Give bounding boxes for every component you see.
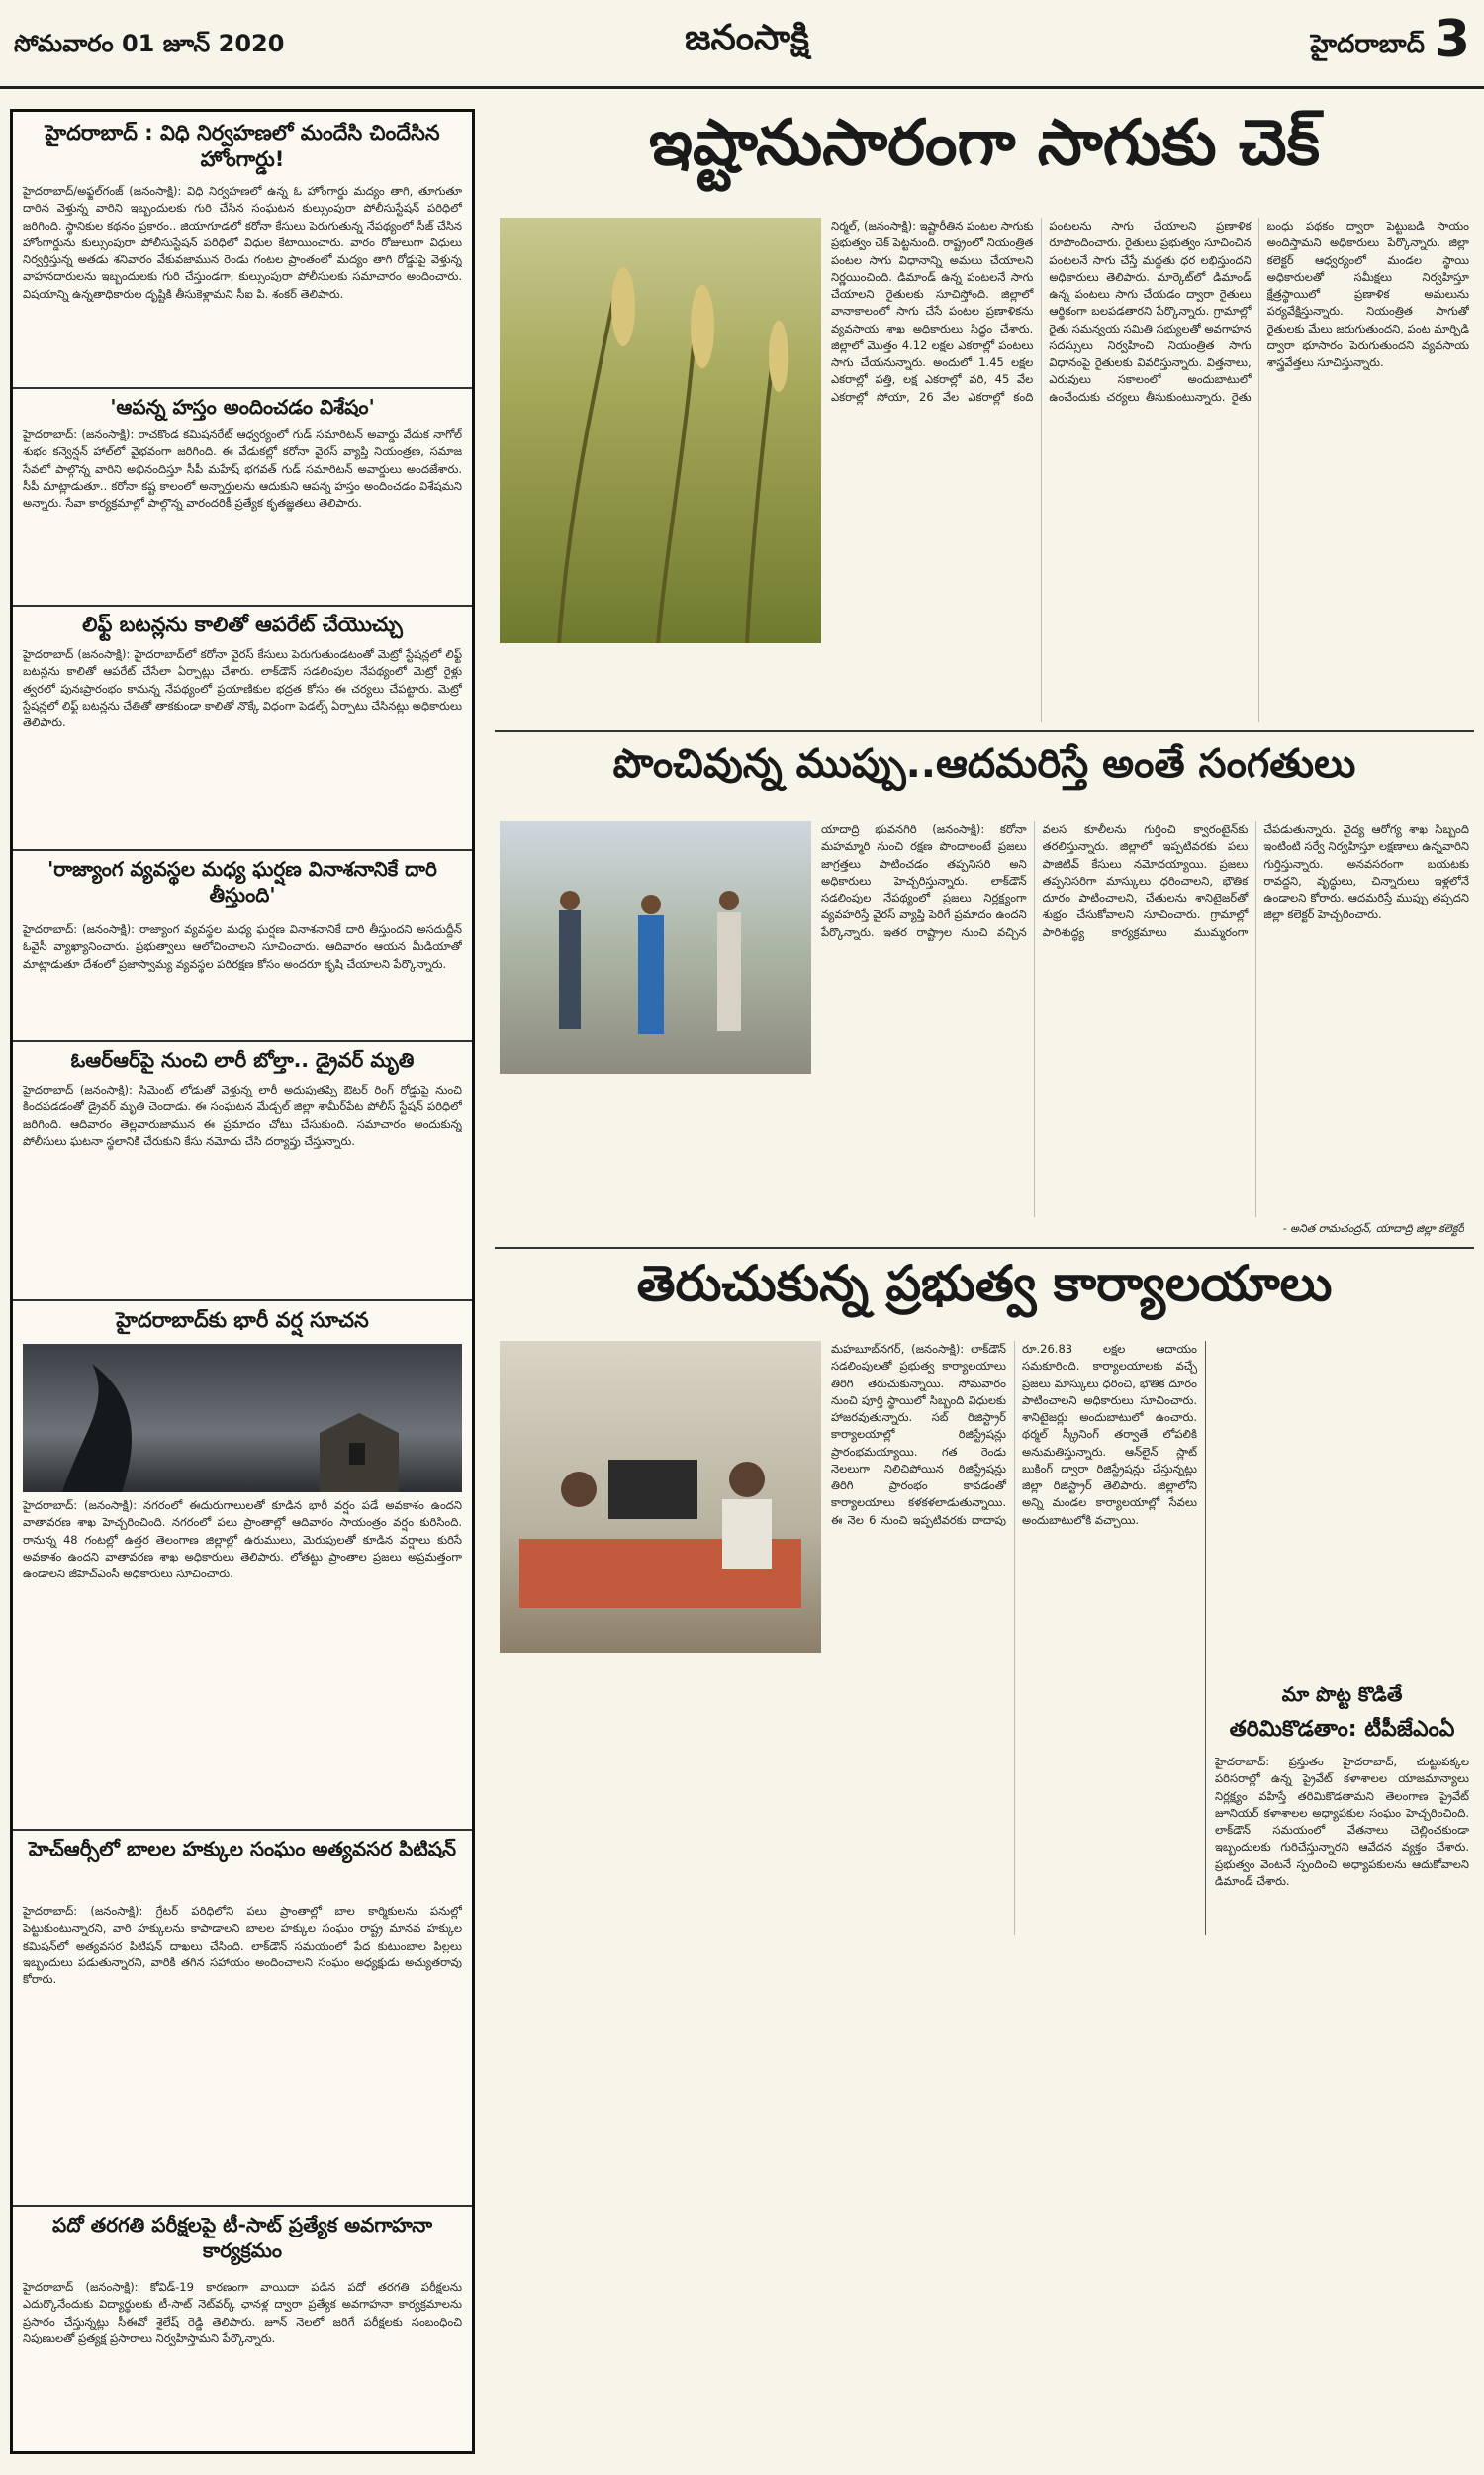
page-number: 3 <box>1434 14 1470 65</box>
paddy-image-icon <box>500 218 821 643</box>
divider <box>13 849 472 851</box>
story7-body: హైదరాబాద్: (జనంసాక్షి): గ్రేటర్ పరిధిలోని పలు ప్రాంతాల్లో బాల కార్మికులను పనుల్లో పెట్టుకుంటున్నారని, వారి హక్కులను కాపాడాలని బాలల హక్కుల సంఘం రాష్ట్ర మానవ హక్కుల కమిషన్‌లో అత్యవసర పిటిషన్ దాఖలు చేసింది. లాక్‌డౌన్ సమయంలో పేద కుటుంబాల పిల్లలు ఇబ్బందులు పడుతున్నారని, వారికి తగిన సహాయం అందించాలని సంఘం అధ్యక్షుడు అచ్యుతరావు కోరారు. <box>23 1904 462 1986</box>
officials-inspection-photo <box>500 821 811 1074</box>
office-workers-icon <box>500 1341 821 1653</box>
story3-body: హైదరాబాద్ (జనంసాక్షి): హైదరాబాద్‌లో కరోనా వైరస్ కేసులు పెరుగుతుండటంతో మెట్రో స్టేషన్లలో లిఫ్ట్ బటన్లను కాలితో ఆపరేట్ చేసేలా ఏర్పాట్లు చేశారు. లాక్‌డౌన్ సడలింపుల నేపథ్యంలో మెట్రో రైళ్లు త్వరలో పునఃప్రారంభం కానున్న నేపథ్యంలో ప్రయాణికుల భద్రత కోసం ఈ చర్యలు చేపట్టారు. మెట్రో స్టేషన్లలో లిఫ్ట్ బటన్లను చేతితో తాకకుండా కాలితో నొక్కే విధంగా పెడల్స్ ఏర్పాటు చేసినట్లు అధికారులు తెలిపారు. <box>23 647 462 729</box>
people-group-icon <box>500 821 811 1074</box>
sub-headline-2: తరిమికొడతాం: టీపీజేఎంఏ <box>1229 1717 1455 1742</box>
masthead <box>0 0 1484 89</box>
story5-body: హైదరాబాద్ (జనంసాక్షి): సిమెంట్ లోడుతో వెళ్తున్న లారీ అదుపుతప్పి ఔటర్ రింగ్ రోడ్డుపై నుంచి కిందపడడంతో డ్రైవర్ మృతి చెందాడు. ఈ సంఘటన మేడ్చల్ జిల్లా శామీర్‌పేట పోలీస్ స్టేషన్ పరిధిలో జరిగింది. ఆదివారం తెల్లవారుజామున ఈ ప్రమాదం చోటు చేసుకుంది. సమాచారం అందుకున్న పోలీసులు ఘటనా స్థలానికి చేరుకుని కేసు నమోదు చేసి దర్యాప్తు చేస్తున్నారు. <box>23 1083 462 1148</box>
divider <box>13 2205 472 2207</box>
sub-story-body: హైదరాబాద్: ప్రస్తుతం హైదరాబాద్, చుట్టుపక్కల పరిసరాల్లో ఉన్న ప్రైవేట్ కళాశాలల యాజమాన్యాలు నిర్లక్ష్యం వహిస్తే తరిమికొడతామని తెలంగాణ ప్రైవేట్ జూనియర్ కళాశాలల అధ్యాపకుల సంఘం హెచ్చరించింది. లాక్‌డౌన్ సమయంలో వేతనాలు చెల్లించకుండా ఇబ్బందులకు గురిచేస్తున్నారని ఆవేదన వ్యక్తం చేశారు. ప్రభుత్వం వెంటనే స్పందించి అధ్యాపకులను ఆదుకోవాలని డిమాండ్ చేశారు. <box>1215 1755 1469 1888</box>
story-c-body-continued <box>500 1658 821 1935</box>
story8-headline: పదో తరగతి పరీక్షలపై టీ-సాట్ ప్రత్యేక అవగాహనా కార్యక్రమం <box>52 2213 432 2262</box>
lead-headline: ఇష్టానుసారంగా సాగుకు చెక్ <box>648 109 1321 180</box>
story-b-headline: పొంచివున్న ముప్పు..ఆదమరిస్తే అంతే సంగతులు <box>612 742 1356 787</box>
rain-storm-photo <box>23 1344 462 1492</box>
paddy-crop-photo <box>500 218 821 643</box>
story-b-body-continued <box>500 1079 811 1217</box>
story-b-byline: - అనిత రామచంద్రన్, యాదాద్రి జిల్లా కలెక్టర్ <box>1282 1222 1464 1235</box>
edition-city: హైదరాబాద్ <box>1310 30 1425 59</box>
sub-headline-1: మా పొట్ట కొడితే <box>1281 1682 1403 1706</box>
divider <box>495 1247 1474 1249</box>
divider <box>13 1040 472 1042</box>
divider <box>1205 1341 1206 1935</box>
story-b-body: యాదాద్రి భువనగిరి (జనంసాక్షి): కరోనా మహమ్మారి నుంచి రక్షణ పొందాలంటే ప్రజలు జాగ్రత్తలు పాటించడం తప్పనిసరి అని అధికారులు హెచ్చరిస్తున్నారు. లాక్‌డౌన్ సడలింపుల నేపథ్యంలో ప్రజలు నిర్లక్ష్యంగా వ్యవహరిస్తే వైరస్ వ్యాప్తి పెరిగే ప్రమాదం ఉందని పేర్కొన్నారు. ఇతర రాష్ట్రాల నుంచి వచ్చిన వలస కూలీలను గుర్తించి క్వారంటైన్‌కు తరలిస్తున్నారు. జిల్లాలో ఇప్పటివరకు పలు పాజిటివ్ కేసులు నమోదయ్యాయి. ప్రజలు తప్పనిసరిగా మాస్కులు ధరించాలని, భౌతిక దూరం పాటించాలని, చేతులను శానిటైజర్‌తో శుభ్రం చేసుకోవాలని సూచించారు. గ్రామాల్లో పారిశుద్ధ్య కార్యక్రమాలు ముమ్మరంగా చేపడుతున్నారు. వైద్య ఆరోగ్య శాఖ సిబ్బంది ఇంటింటి సర్వే నిర్వహిస్తూ లక్షణాలు ఉన్నవారిని గుర్తిస్తున్నారు. అనవసరంగా బయటకు రావద్దని, వృద్ధులు, చిన్నారులు ఇళ్లలోనే ఉండాలని కోరారు. ఆదమరిస్తే ముప్పు తప్పదని జిల్లా కలెక్టర్ హెచ్చరించారు. <box>821 822 1469 939</box>
story4-body: హైదరాబాద్: (జనంసాక్షి): రాజ్యాంగ వ్యవస్థల మధ్య ఘర్షణ వినాశనానికే దారి తీస్తుందని అసదుద్దీన్ ఓవైసీ వ్యాఖ్యానించారు. ప్రభుత్వాలు ఆలోచించాలని సూచించారు. ఆదివారం ఆయన మీడియాతో మాట్లాడుతూ దేశంలో ప్రజాస్వామ్య వ్యవస్థల పరిరక్షణ కోసం అందరూ కృషి చేయాలని పేర్కొన్నారు. <box>23 922 462 971</box>
divider <box>13 387 472 389</box>
story6-body: హైదరాబాద్: (జనంసాక్షి): నగరంలో ఈదురుగాలులతో కూడిన భారీ వర్షం పడే అవకాశం ఉందని వాతావరణ శాఖ హెచ్చరించింది. నగరంలో పలు ప్రాంతాల్లో ఆదివారం సాయంత్రం వర్షం కురిసింది. రానున్న 48 గంటల్లో ఉత్తర తెలంగాణ జిల్లాల్లో ఉరుములు, మెరుపులతో కూడిన వర్షాలు కురిసే అవకాశం ఉందని వాతావరణ శాఖ అధికారులు తెలిపారు. లోతట్టు ప్రాంతాల ప్రజలు అప్రమత్తంగా ఉండాలని జీహెచ్ఎంసీ అధికారులు సూచించారు. <box>23 1498 462 1580</box>
story6-headline: హైదరాబాద్‌కు భారీ వర్ష సూచన <box>116 1308 369 1332</box>
story-c-headline: తెరుచుకున్న ప్రభుత్వ కార్యాలయాలు <box>636 1257 1333 1312</box>
story7-headline: హెచ్ఆర్సీలో బాలల హక్కుల సంఘం అత్యవసర పిటిషన్ <box>28 1837 457 1860</box>
story2-body: హైదరాబాద్: (జనంసాక్షి): రాచకొండ కమిషనరేట్ ఆధ్వర్యంలో గుడ్ సమారిటన్ అవార్డు వేదుక నాగోల్ శుభం కన్వెన్షన్ హాల్‌లో వైభవంగా జరిగింది. ఈ వేడుకల్లో కరోనా వైరస్ వ్యాప్తి నియంత్రణ, సమాజ సేవలో పాల్గొన్న వారిని అభినందిస్తూ సీపీ మహేష్ భగవత్ గుడ్ సమారిటన్ అవార్డులు అందజేశారు. సీపీ మాట్లాడుతూ.. కరోనా కష్ట కాలంలో అన్నార్తులను ఆదుకుని ఆపన్న హస్తం అందించడం విశేషమని అన్నారు. సేవా కార్యక్రమాల్లో పాల్గొన్న వారందరికీ ప్రత్యేక కృతజ్ఞతలు తెలిపారు. <box>23 428 462 510</box>
divider <box>495 730 1474 732</box>
story5-headline: ఓఆర్ఆర్‌పై నుంచి లారీ బోల్తా.. డ్రైవర్ మృతి <box>70 1048 415 1072</box>
story8-body: హైదరాబాద్ (జనంసాక్షి): కోవిడ్-19 కారణంగా వాయిదా పడిన పదో తరగతి పరీక్షలను ఎదుర్కొనేందుకు విద్యార్థులకు టీ-సాట్ నెట్‌వర్క్ ఛానళ్ల ద్వారా ప్రత్యేక అవగాహనా కార్యక్రమాలను ప్రసారం చేస్తున్నట్లు సీఈవో శైలేష్ రెడ్డి తెలిపారు. జూన్ నెలలో జరిగే పరీక్షలకు సంబంధించి నిపుణులతో ప్రత్యక్ష ప్రసారాలు నిర్వహిస్తామని పేర్కొన్నారు. <box>23 2280 462 2345</box>
office-counter-photo <box>500 1341 821 1653</box>
story1-headline: హైదరాబాద్ : విధి నిర్వహణలో మందేసి చిందేసిన హోంగార్డు! <box>45 121 440 172</box>
lead-body-continued <box>500 648 821 727</box>
lead-body: నిర్మల్, (జనంసాక్షి): ఇష్టారీతిన పంటల సాగుకు ప్రభుత్వం చెక్ పెట్టనుంది. రాష్ట్రంలో నియంత్రిత పంటల సాగు విధానాన్ని అమలు చేయాలని నిర్ణయించింది. డిమాండ్ ఉన్న పంటలనే సాగు చేయాలని రైతులకు సూచిస్తోంది. జిల్లాలో వానాకాలంలో సాగు చేసే పంటల ప్రణాళికను వ్యవసాయ శాఖ అధికారులు సిద్ధం చేశారు. జిల్లాలో మొత్తం 4.12 లక్షల ఎకరాల్లో పంటలు సాగు చేయనున్నారు. అందులో 1.45 లక్షల ఎకరాల్లో పత్తి, లక్ష ఎకరాల్లో వరి, 45 వేల ఎకరాల్లో సోయా, 26 వేల ఎకరాల్లో కంది పంటలను సాగు చేయాలని ప్రణాళిక రూపొందించారు. రైతులు ప్రభుత్వం సూచించిన పంటలనే సాగు చేస్తే మద్దతు ధర లభిస్తుందని అధికారులు తెలిపారు. మార్కెట్‌లో డిమాండ్ ఉన్న పంటలు సాగు చేయడం ద్వారా రైతులు ఆర్థికంగా బలపడతారని పేర్కొన్నారు. గ్రామాల్లో రైతు సమన్వయ సమితి సభ్యులతో అవగాహన సదస్సులు నిర్వహించి నియంత్రిత సాగు విధానంపై రైతులకు వివరిస్తున్నారు. విత్తనాలు, ఎరువులు సకాలంలో అందుబాటులో ఉంచేందుకు చర్యలు తీసుకుంటున్నారు. రైతు బంధు పథకం ద్వారా పెట్టుబడి సాయం అందిస్తామని అధికారులు పేర్కొన్నారు. జిల్లా కలెక్టర్ ఆధ్వర్యంలో మండల స్థాయి అధికారులతో సమీక్షలు నిర్వహిస్తూ క్షేత్రస్థాయిలో ప్రణాళిక అమలును పర్యవేక్షిస్తున్నారు. నియంత్రిత సాగుతో రైతులకు మేలు జరుగుతుందని, పంట మార్పిడి ద్వారా భూసారం పెరుగుతుందని వ్యవసాయ శాస్త్రవేత్తలు సూచిస్తున్నారు. <box>831 219 1469 404</box>
divider <box>13 1299 472 1301</box>
divider <box>13 1829 472 1831</box>
story-c-figures <box>1215 1341 1469 1677</box>
storm-image-icon <box>23 1344 462 1492</box>
story2-headline: 'ఆపన్న హస్తం అందించడం విశేషం' <box>110 395 375 419</box>
right-news-area <box>495 109 1474 2454</box>
divider <box>13 605 472 607</box>
newspaper-logo: జనంసాక్షి <box>685 18 809 58</box>
story-c-body: మహబూబ్‌నగర్, (జనంసాక్షి): లాక్‌డౌన్ సడలింపులతో ప్రభుత్వ కార్యాలయాలు తిరిగి తెరుచుకున్నాయి. సోమవారం నుంచి పూర్తి స్థాయిలో సిబ్బంది విధులకు హాజరవుతున్నారు. సబ్ రిజిస్ట్రార్ కార్యాలయాల్లో రిజిస్ట్రేషన్లు ప్రారంభమయ్యాయి. గత రెండు నెలలుగా నిలిచిపోయిన రిజిస్ట్రేషన్లు తిరిగి ప్రారంభం కావడంతో కార్యాలయాలు కళకళలాడుతున్నాయి. ఈ నెల 6 నుంచి ఇప్పటివరకు దాదాపు రూ.26.83 లక్షల ఆదాయం సమకూరింది. కార్యాలయాలకు వచ్చే ప్రజలు మాస్కులు ధరించి, భౌతిక దూరం పాటించాలని అధికారులు సూచించారు. శానిటైజర్లు అందుబాటులో ఉంచారు. థర్మల్ స్క్రీనింగ్ తర్వాతే లోపలికి అనుమతిస్తున్నారు. ఆన్‌లైన్ స్లాట్ బుకింగ్ ద్వారా రిజిస్ట్రేషన్లు చేస్తున్నట్లు జిల్లా రిజిస్ట్రార్ తెలిపారు. జిల్లాలోని అన్ని మండల కార్యాలయాల్లో సేవలు అందుబాటులోకి వచ్చాయి. <box>831 1342 1197 1527</box>
issue-date: సోమవారం 01 జూన్ 2020 <box>14 30 285 57</box>
story3-headline: లిఫ్ట్ బటన్లను కాలితో ఆపరేట్ చేయొచ్చు <box>82 613 403 636</box>
left-news-column <box>10 109 475 2454</box>
story1-body: హైదరాబాద్/అఫ్జల్‌గంజ్ (జనంసాక్షి): విధి నిర్వహణలో ఉన్న ఓ హోంగార్డు మద్యం తాగి, తూగుతూ దారిన వెళ్తున్న వారిని ఇబ్బందులకు గురి చేసిన సంఘటన కుల్సుంపురా పోలీసుస్టేషన్ పరిధిలో జరిగింది. స్థానికుల కథనం ప్రకారం.. జియాగూడలో కరోనా కేసులు పెరుగుతున్న నేపథ్యంలో సీజ్ చేసిన హోంగార్డును కుల్సుంపురా పోలీసుస్టేషన్ పరిధిలో విధుల కేటాయించారు. వారం రోజులుగా విధులు నిర్వర్తిస్తున్న అతడు శనివారం వేకువజామున రెండు గంటల ప్రాంతంలో మద్యం తాగి రోడ్డుపై వెళ్తున్న వాహనదారులను ఇబ్బందులకు గురి చేస్తుండగా, కుల్సుంపురా పోలీసులకు సమాచారం అందించారు. విషయాన్ని ఉన్నతాధికారుల దృష్టికి తీసుకెళ్లామని సీఐ పి. శంకర్ తెలిపారు. <box>23 184 462 301</box>
story4-headline: 'రాజ్యాంగ వ్యవస్థల మధ్య ఘర్షణ వినాశనానికే దారి తీస్తుంది' <box>47 857 437 906</box>
